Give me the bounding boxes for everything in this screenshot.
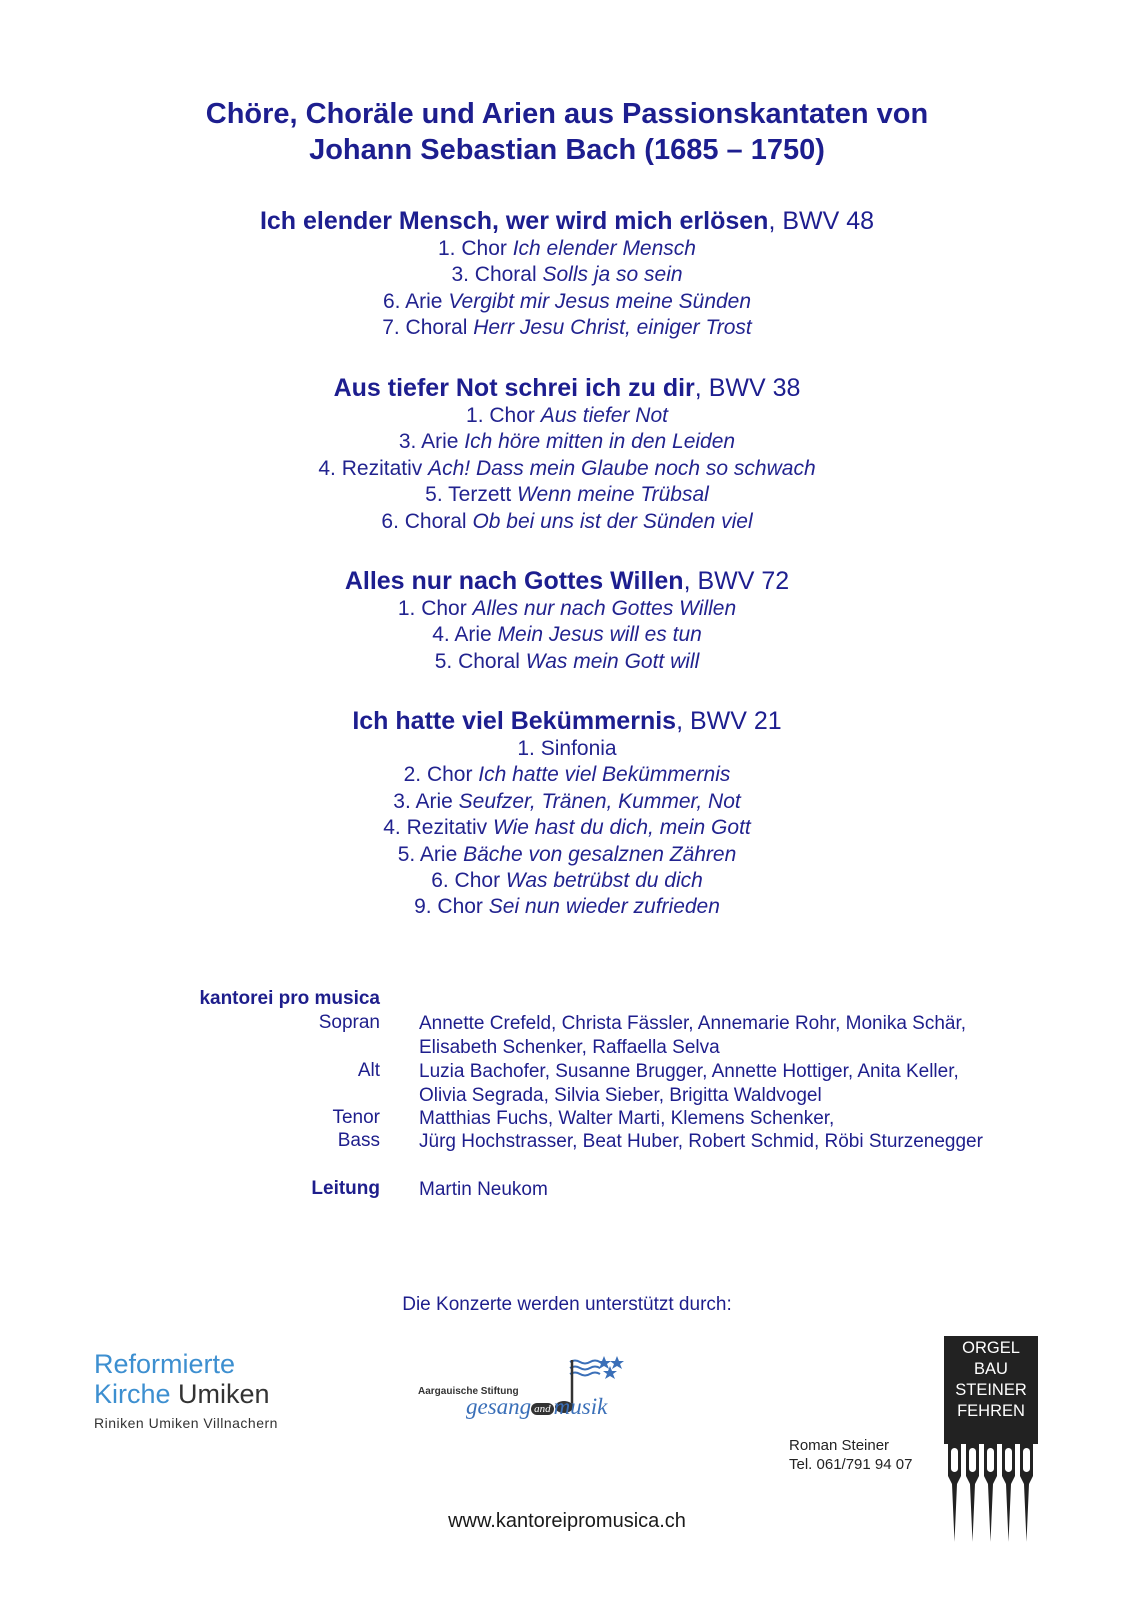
reformierte-kirche-logo <box>94 1349 278 1431</box>
cantata-bwv48 <box>0 206 1134 342</box>
cantata-heading <box>0 566 1134 596</box>
title-line-2: Johann Sebastian Bach (1685 – 1750) <box>309 134 825 166</box>
cantata-bwv: , BWV 48 <box>768 207 875 235</box>
movement: 1. Chor Alles nur nach Gottes Willen <box>397 597 737 620</box>
cantata-title: Aus tiefer Not schrei ich zu dir <box>333 374 695 402</box>
voice-members-alt: Luzia Bachofer, Susanne Brugger, Annette Hottiger, Anita Keller, Olivia Segrada, Silvia Sieber, Brigitta Waldvogel <box>419 1061 959 1106</box>
voice-label-sopran: Sopran <box>318 1012 380 1033</box>
movement: 5. Arie Bäche von gesalznen Zähren <box>397 842 737 866</box>
stiftung-gesang-musik-logo <box>418 1354 658 1424</box>
stiftung-wordmark: gesang and musik <box>466 1394 608 1419</box>
cantata-bwv: , BWV 21 <box>676 707 782 735</box>
movement: 1. Chor Ich elender Mensch <box>438 237 696 260</box>
movement: 6. Chor Was betrübst du dich <box>431 869 703 893</box>
logo-line-1: Reformierte <box>94 1349 236 1379</box>
cantata-bwv21 <box>0 706 1134 921</box>
orgelbau-contact-tel: Tel. 061/791 94 07 <box>789 1456 913 1473</box>
orgelbau-contact-name: Roman Steiner <box>789 1437 890 1454</box>
logo-line-2: Kirche Umiken <box>94 1379 270 1409</box>
cantata-title: Ich elender Mensch, wer wird mich erlösen <box>259 207 769 235</box>
orgelbau-contact <box>789 1436 912 1474</box>
leitung-label: Leitung <box>311 1178 380 1199</box>
cantata-bwv: , BWV 38 <box>694 374 801 402</box>
movement: 4. Arie Mein Jesus will es tun <box>432 623 702 647</box>
voice-label-tenor: Tenor <box>332 1107 380 1128</box>
cantata-bwv: , BWV 72 <box>683 567 790 595</box>
cantata-title: Ich hatte viel Bekümmernis <box>352 707 677 735</box>
voice-members-bass: Jürg Hochstrasser, Beat Huber, Robert Schmid, Röbi Sturzenegger <box>419 1131 983 1152</box>
movement: 4. Rezitativ Wie hast du dich, mein Gott <box>383 816 751 840</box>
sponsors-heading: Die Konzerte werden unterstützt durch: <box>402 1294 732 1315</box>
cantata-heading <box>0 206 1134 236</box>
cantata-bwv72 <box>0 566 1134 675</box>
voice-label-alt: Alt <box>357 1060 380 1081</box>
cantata-title: Alles nur nach Gottes Willen <box>344 567 684 595</box>
movement: 5. Choral Was mein Gott will <box>434 649 700 673</box>
movement: 9. Chor Sei nun wieder zufrieden <box>414 895 720 919</box>
movement: 5. Terzett Wenn meine Trübsal <box>425 483 709 507</box>
movement: 6. Arie Vergibt mir Jesus meine Sünden <box>382 289 752 313</box>
title-line-1: Chöre, Choräle und Arien aus Passionskantaten von <box>205 98 929 130</box>
page-title <box>0 96 1134 168</box>
movement: 3. Arie Ich höre mitten in den Leiden <box>398 430 736 454</box>
orgelbau-wordmark: ORGEL BAU STEINER FEHREN <box>944 1336 1038 1430</box>
voice-members-sopran: Annette Crefeld, Christa Fässler, Annemarie Rohr, Monika Schär, Elisabeth Schenker, Raffaella Selva <box>419 1013 967 1058</box>
voice-label-bass: Bass <box>337 1130 380 1151</box>
movement: 7. Choral Herr Jesu Christ, einiger Trost <box>382 316 752 340</box>
movement: 3. Choral Solls ja so sein <box>451 263 683 287</box>
website-link[interactable]: www.kantoreipromusica.ch <box>448 1510 686 1532</box>
movement: 6. Choral Ob bei uns ist der Sünden viel <box>381 509 753 533</box>
choir-name: kantorei pro musica <box>199 988 380 1009</box>
cantata-heading <box>0 373 1134 403</box>
stiftung-label: Aargauische Stiftung <box>418 1386 519 1397</box>
movement: 4. Rezitativ Ach! Dass mein Glaube noch so schwach <box>318 456 816 480</box>
logo-villages: Riniken Umiken Villnachern <box>94 1415 278 1431</box>
movement: 1. Sinfonia <box>517 737 617 760</box>
cantata-heading <box>0 706 1134 736</box>
cantata-bwv38 <box>0 373 1134 535</box>
leitung-name: Martin Neukom <box>419 1179 548 1200</box>
movement: 1. Chor Aus tiefer Not <box>466 404 668 427</box>
movement: 2. Chor Ich hatte viel Bekümmernis <box>403 763 731 787</box>
voice-members-tenor: Matthias Fuchs, Walter Marti, Klemens Schenker, <box>419 1108 835 1129</box>
movement: 3. Arie Seufzer, Tränen, Kummer, Not <box>393 789 741 813</box>
